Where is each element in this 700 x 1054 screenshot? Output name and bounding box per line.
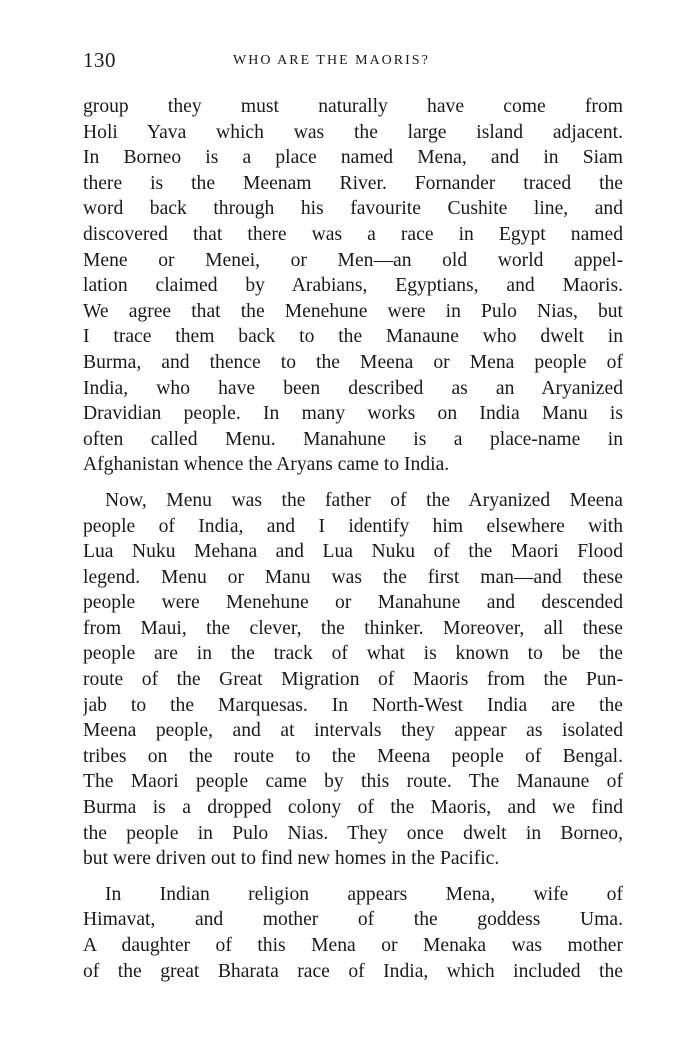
text-line: often called Menu. Manahune is a place-name in (83, 428, 623, 450)
text-line: discovered that there was a race in Egypt named (83, 223, 623, 245)
text-line: word back through his favourite Cushite line, and (83, 198, 623, 220)
text-line: Burma, and thence to the Meena or Mena people of (83, 351, 623, 373)
text-line: from Maui, the clever, the thinker. Moreover, all these (83, 617, 623, 639)
text-line: In Borneo is a place named Mena, and in Siam (83, 147, 623, 169)
text-line: people are in the track of what is known to be the (83, 643, 623, 665)
text-line: there is the Meenam River. Fornander traced the (83, 172, 623, 194)
text-line: but were driven out to find new homes in the Pacific. (83, 848, 500, 870)
text-line: group they must naturally have come from (83, 96, 623, 117)
text-line: India, who have been described as an Aryanized (83, 377, 623, 399)
text-line: legend. Menu or Manu was the first man—and these (83, 566, 623, 588)
text-line: Burma is a dropped colony of the Maoris, and we find (83, 797, 623, 819)
text-line: Afghanistan whence the Aryans came to India. (83, 454, 450, 476)
text-line: route of the Great Migration of Maoris from the Pun- (83, 669, 623, 691)
paragraph-1 (83, 94, 623, 478)
text-line: Now, Menu was the father of the Aryanized Meena (105, 489, 623, 511)
page-number: 130 (83, 48, 116, 72)
text-line: Holi Yava which was the large island adjacent. (83, 121, 623, 143)
text-line: of the great Bharata race of India, which included the (83, 960, 623, 982)
text-line: A daughter of this Mena or Menaka was mother (83, 935, 623, 956)
text-line: the people in Pulo Nias. They once dwelt in Borneo, (83, 822, 623, 844)
book-page (83, 48, 623, 984)
text-line: lation claimed by Arabians, Egyptians, and Maoris. (83, 275, 623, 297)
text-line: I trace them back to the Manaune who dwelt in (83, 326, 623, 348)
running-title: WHO ARE THE MAORIS? (233, 53, 430, 68)
text-line: Himavat, and mother of the goddess Uma. (83, 909, 623, 931)
text-line: jab to the Marquesas. In North-West India are the (83, 694, 623, 716)
page-header (83, 48, 623, 76)
paragraph-3 (83, 882, 623, 984)
text-line: Lua Nuku Mehana and Lua Nuku of the Maori Flood (83, 541, 623, 563)
text-line: We agree that the Menehune were in Pulo Nias, but (83, 300, 623, 322)
text-line: tribes on the route to the Meena people of Bengal. (83, 745, 623, 767)
text-line: Dravidian people. In many works on India Manu is (83, 403, 623, 425)
text-line: In Indian religion appears Mena, wife of (105, 883, 623, 905)
text-line: Mene or Menei, or Men—an old world appel- (83, 249, 623, 271)
text-line: Meena people, and at intervals they appear as isolated (83, 720, 623, 742)
body-text (83, 94, 623, 984)
text-line: people were Menehune or Manahune and descended (83, 592, 623, 614)
text-line: people of India, and I identify him elsewhere with (83, 515, 623, 537)
text-line: The Maori people came by this route. The Manaune of (83, 771, 623, 793)
paragraph-2 (83, 488, 623, 872)
